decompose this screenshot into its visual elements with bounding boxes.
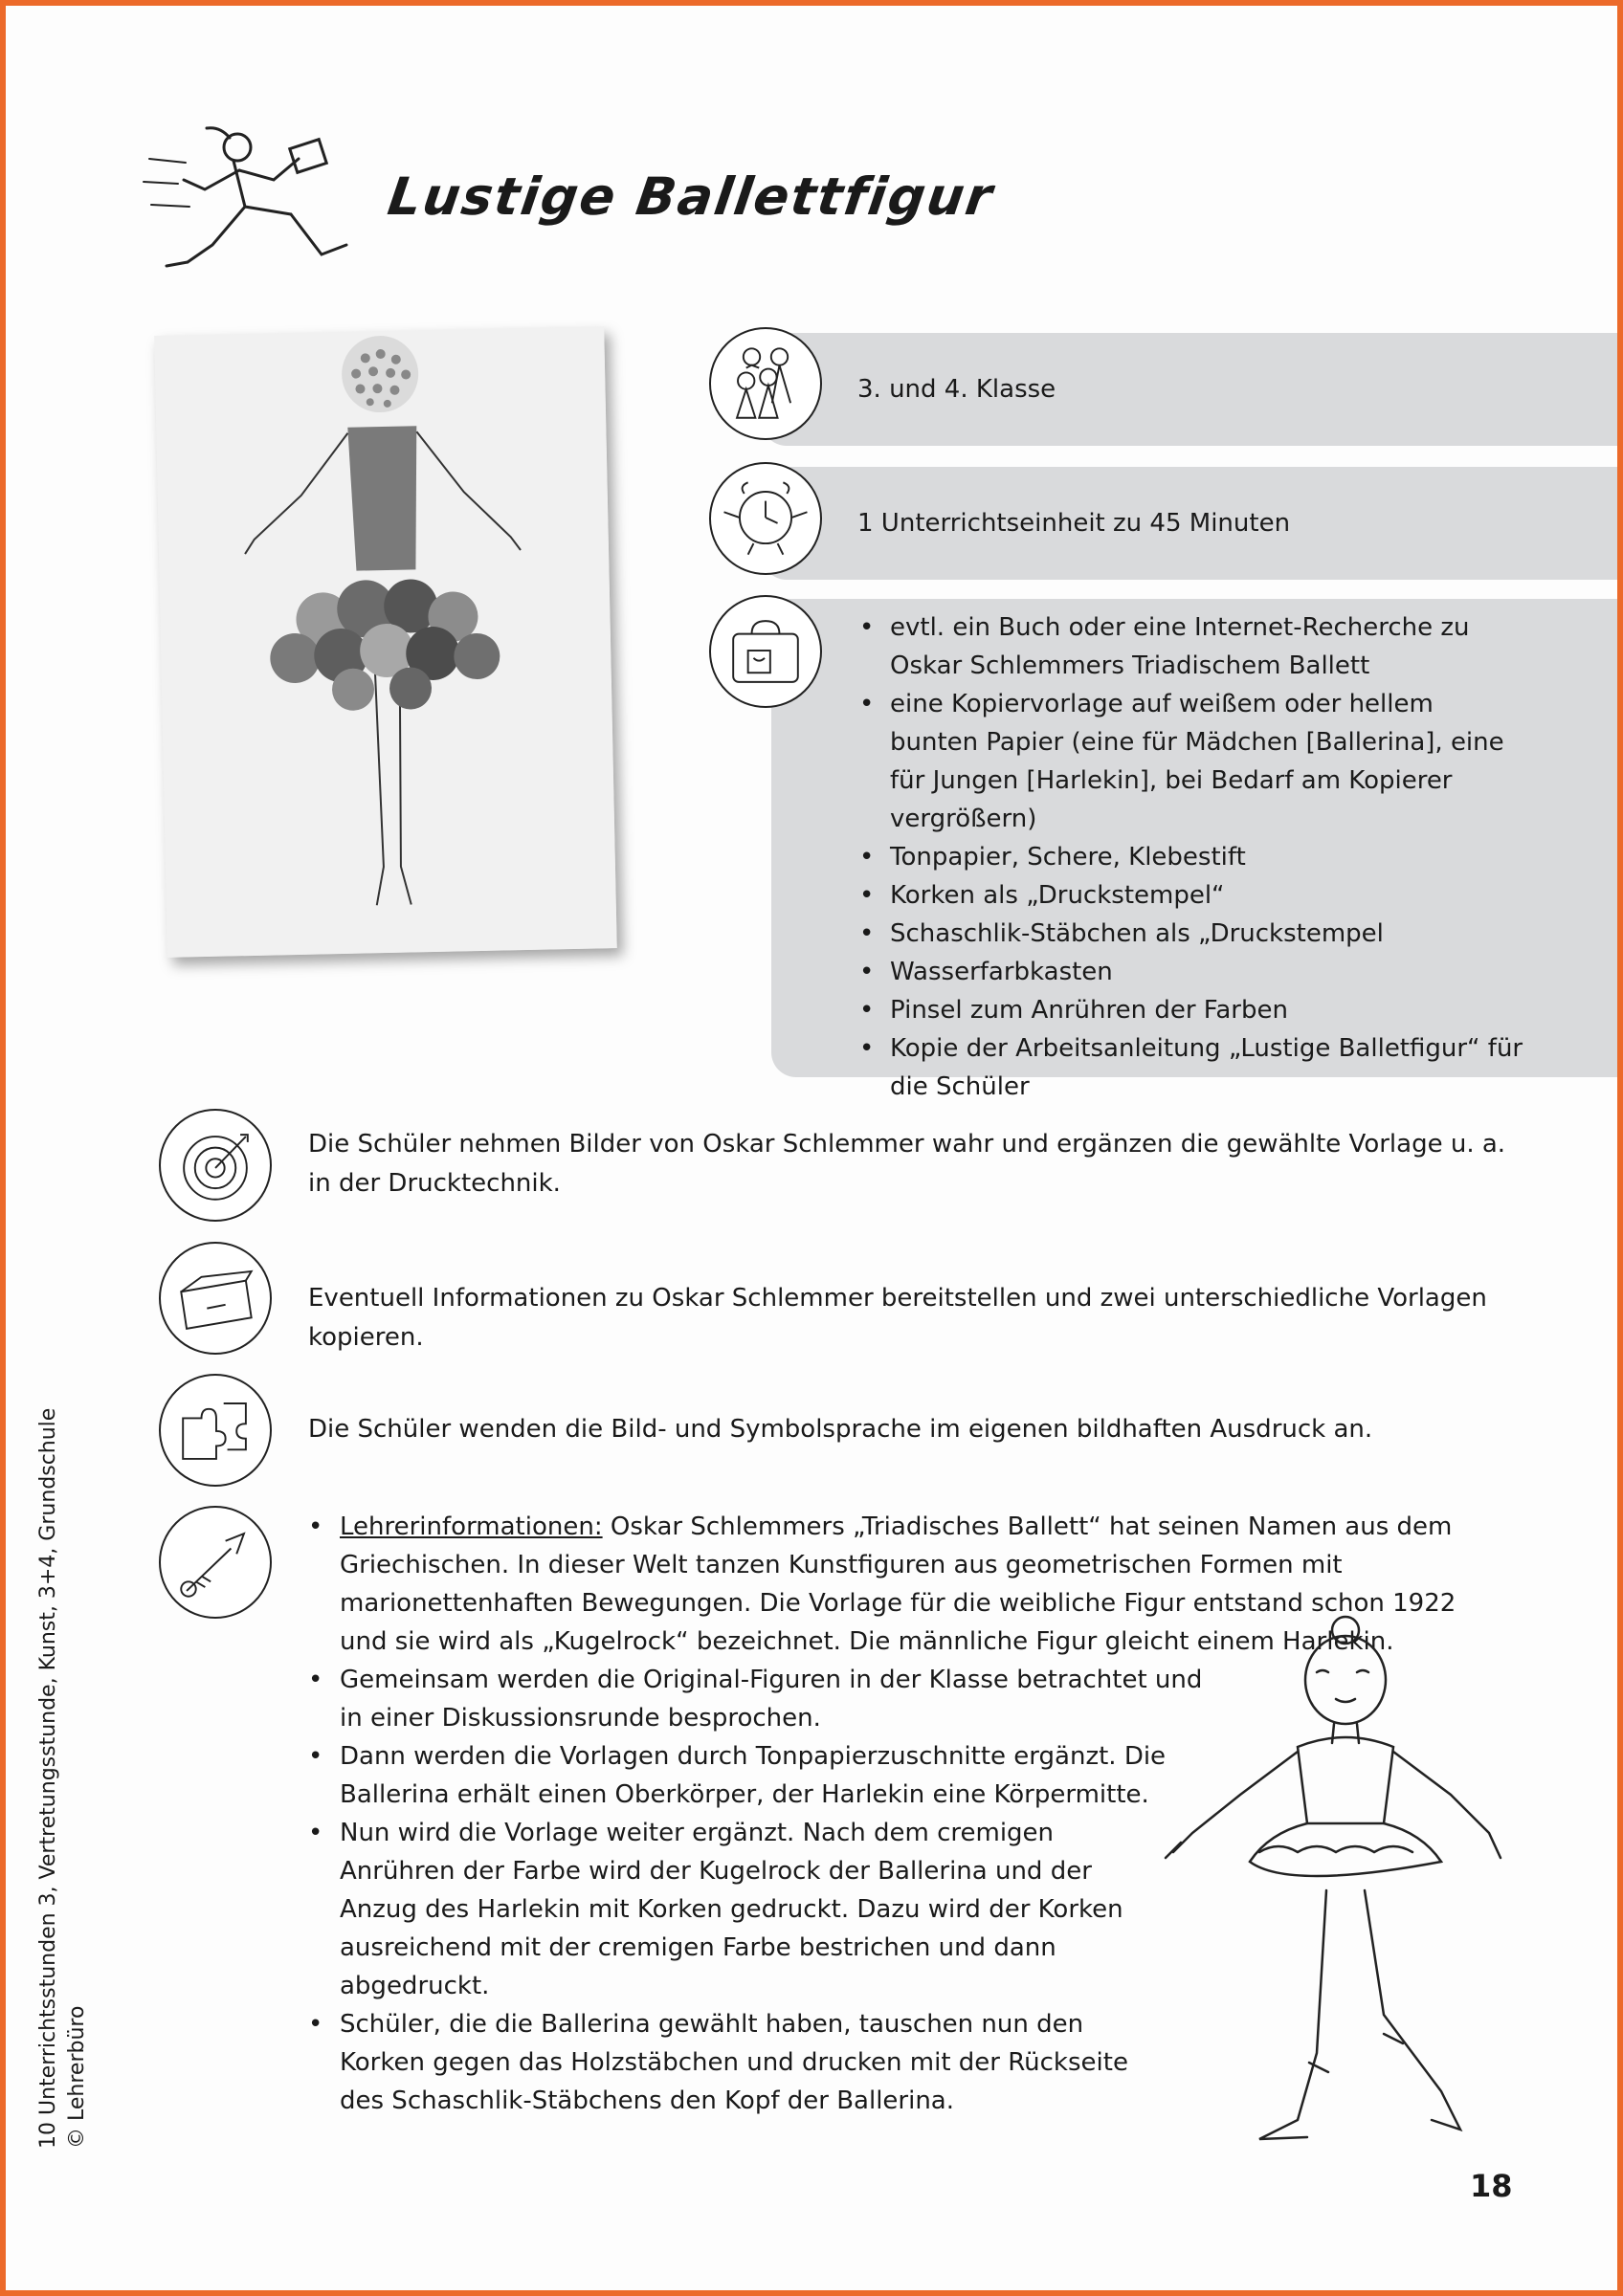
list-item: • Gemeinsam werden die Original-Figuren in der Klasse betrachtet und in einer Diskussionsrunde besprochen.: [308, 1661, 1220, 1737]
materials-list-container: [859, 608, 1529, 1106]
preparation-text: Eventuell Informationen zu Oskar Schlemmer bereitstellen und zwei unterschiedliche Vorlagen kopieren.: [308, 1284, 1487, 1352]
running-man-icon: [130, 101, 369, 283]
puzzle-icon: [159, 1374, 272, 1487]
alarm-clock-icon: [709, 462, 822, 575]
goal-text: Die Schüler nehmen Bilder von Oskar Schlemmer wahr und ergänzen die gewählte Vorlage u. a. in der Drucktechnik.: [308, 1130, 1506, 1198]
list-item: • Korken als „Druckstempel“: [859, 876, 1529, 915]
list-item: • Tonpapier, Schere, Klebestift: [859, 838, 1529, 876]
children-figures-icon: [709, 327, 822, 440]
schoolbag-icon: [709, 595, 822, 708]
briefcase-icon: [159, 1242, 272, 1355]
teacher-info-text: Oskar Schlemmers „Triadisches Ballett“ hat seinen Namen aus dem Griechischen. In dieser Welt tanzen Kunstfiguren aus geometrischen Formen mit marionettenhaften Bewegungen. Die Vorlage für die weibliche Figur entstand schon 1922 und sie wird als „Kugelrock“ bezeichnet. Die männliche Figur gleicht einem Harlekin.: [340, 1512, 1456, 1656]
class-level-text: 3. und 4. Klasse: [857, 375, 1056, 404]
materials-list: [859, 608, 1529, 1106]
competence-text: Die Schüler wenden die Bild- und Symbolsprache im eigenen bildhaften Ausdruck an.: [308, 1415, 1373, 1444]
list-item: • eine Kopiervorlage auf weißem oder hellem bunten Papier (eine für Mädchen [Ballerina], eine für Jungen [Harlekin], bei Bedarf am Kopierer vergrößern): [859, 685, 1529, 838]
list-item: • Nun wird die Vorlage weiter ergänzt. Nach dem cremigen Anrühren der Farbe wird der Kugelrock der Ballerina und der Anzug des Harlekin mit Korken gedruckt. Dazu wird der Korken ausreichend mit der cremigen Farbe bestrichen und dann abgedruckt.: [308, 1814, 1134, 2005]
ballet-figure-photo: [154, 326, 617, 958]
list-item: • Dann werden die Vorlagen durch Tonpapierzuschnitte ergänzt. Die Ballerina erhält einen Oberkörper, der Harlekin eine Körpermitte.: [308, 1737, 1220, 1814]
page-title: Lustige Ballettfigur: [384, 166, 998, 227]
series-title: 10 Unterrichtsstunden 3, Vertretungsstunde, Kunst, 3+4, Grundschule: [36, 1407, 60, 2149]
list-item: • Schaschlik-Stäbchen als „Druckstempel: [859, 915, 1529, 953]
list-item: • Kopie der Arbeitsanleitung „Lustige Balletfigur“ für die Schüler: [859, 1029, 1529, 1106]
page-number: 18: [1470, 2168, 1513, 2204]
ballerina-illustration: [1154, 1613, 1518, 2149]
teacher-info-label: Lehrerinformationen:: [340, 1512, 603, 1541]
list-item: • Wasserfarbkasten: [859, 953, 1529, 991]
list-item: • Schüler, die die Ballerina gewählt haben, tauschen nun den Korken gegen das Holzstäbchen und drucken mit der Rückseite des Schaschlik-Stäbchens den Kopf der Ballerina.: [308, 2005, 1134, 2120]
series-note: [34, 1408, 92, 2149]
list-item: • evtl. ein Buch oder eine Internet-Recherche zu Oskar Schlemmers Triadischem Ballett: [859, 608, 1529, 685]
duration-text: 1 Unterrichtseinheit zu 45 Minuten: [857, 509, 1291, 538]
arrow-key-icon: [159, 1506, 272, 1619]
publisher-name: © Lehrerbüro: [65, 2005, 89, 2149]
list-item: • Pinsel zum Anrühren der Farben: [859, 991, 1529, 1029]
target-icon: [159, 1109, 272, 1222]
